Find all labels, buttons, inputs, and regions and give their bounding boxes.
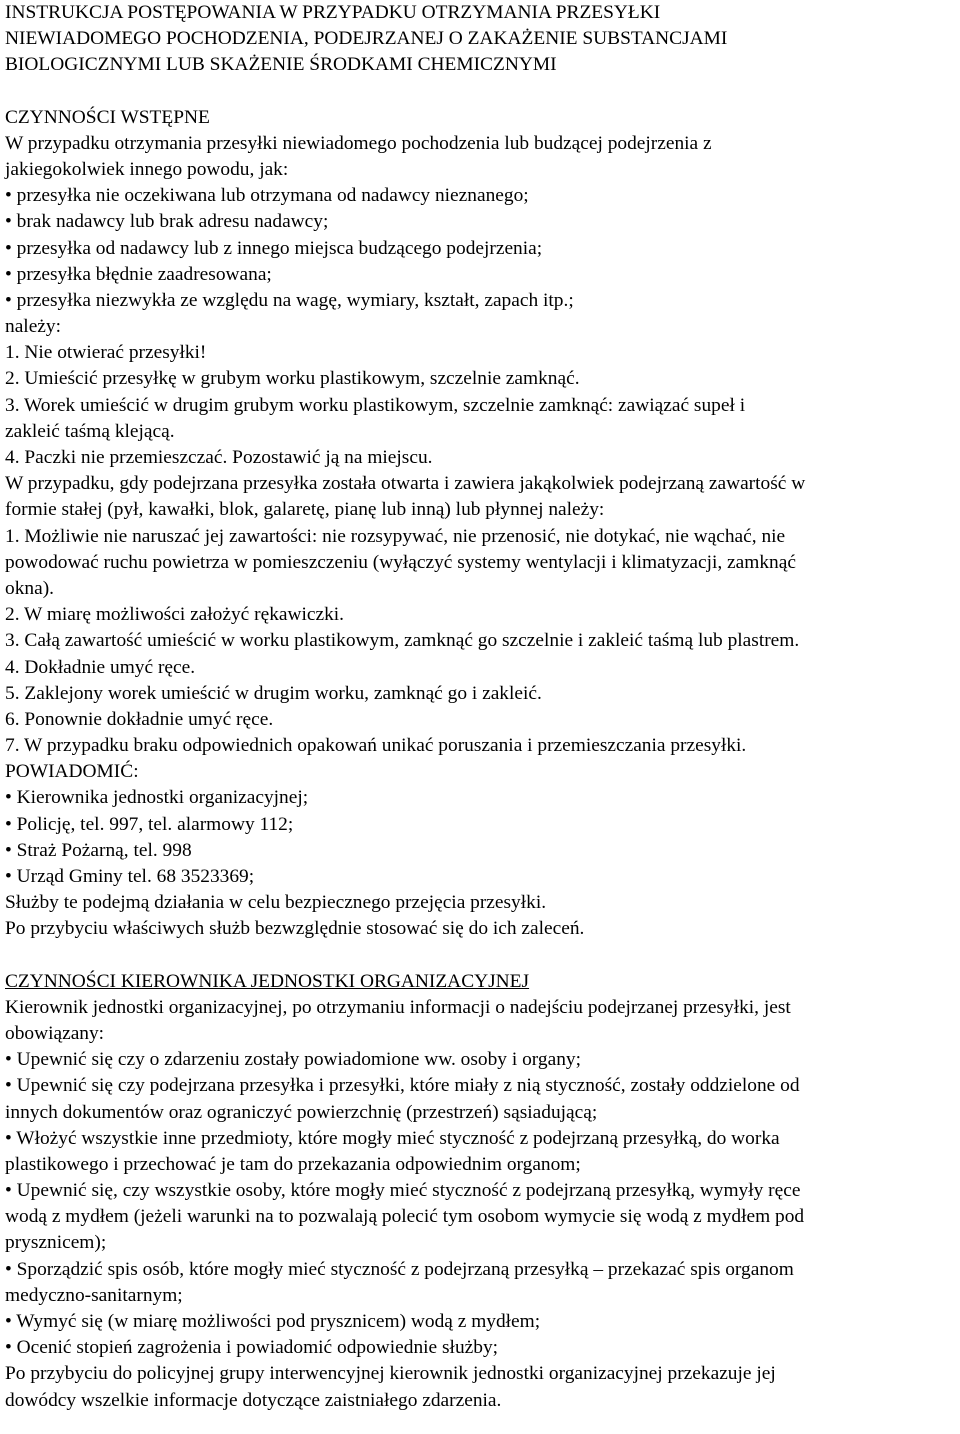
text-line: 1. Nie otwierać przesyłki! xyxy=(5,342,207,364)
spacer xyxy=(5,943,953,969)
text-line: jakiegokolwiek innego powodu, jak: xyxy=(5,158,289,180)
section-manager xyxy=(5,969,953,1414)
text-line: • Sporządzić spis osób, które mogły mieć styczność z podejrzaną przesyłką – przekazać spis organom xyxy=(5,1258,794,1280)
text-line: zakleić taśmą klejącą. xyxy=(5,420,175,442)
text-line: POWIADOMIĆ: xyxy=(5,761,139,783)
text-line: • Upewnić się, czy wszystkie osoby, które mogły mieć styczność z podejrzaną przesyłką, wymyły ręce xyxy=(5,1180,801,1202)
text-line: powodować ruchu powietrza w pomieszczeniu (wyłączyć systemy wentylacji i klimatyzacji, zamknąć xyxy=(5,551,796,573)
text-line: • Kierownika jednostki organizacyjnej; xyxy=(5,787,309,809)
text-line: 6. Ponownie dokładnie umyć ręce. xyxy=(5,708,274,730)
text-line: okna). xyxy=(5,577,54,599)
text-line: • brak nadawcy lub brak adresu nadawcy; xyxy=(5,211,329,233)
text-line: • Ocenić stopień zagrożenia i powiadomić odpowiednie służby; xyxy=(5,1337,499,1359)
text-line: W przypadku, gdy podejrzana przesyłka została otwarta i zawiera jakąkolwiek podejrzaną zawartość w xyxy=(5,473,806,495)
document-title xyxy=(5,0,953,79)
title-line: NIEWIADOMEGO POCHODZENIA, PODEJRZANEJ O ZAKAŻENIE SUBSTANCJAMI xyxy=(5,28,728,50)
text-line: 2. W miarę możliwości założyć rękawiczki. xyxy=(5,604,345,626)
text-line: prysznicem); xyxy=(5,1232,107,1254)
text-line: 3. Całą zawartość umieścić w worku plastikowym, zamknąć go szczelnie i zakleić taśmą lub plastrem. xyxy=(5,630,800,652)
title-line: BIOLOGICZNYMI LUB SKAŻENIE ŚRODKAMI CHEMICZNYMI xyxy=(5,54,557,76)
text-line: 5. Zaklejony worek umieścić w drugim worku, zamknąć go i zakleić. xyxy=(5,682,542,704)
text-line: innych dokumentów oraz ograniczyć powierzchnię (przestrzeń) sąsiadującą; xyxy=(5,1101,598,1123)
text-line: 4. Dokładnie umyć ręce. xyxy=(5,656,196,678)
text-line: • Straż Pożarną, tel. 998 xyxy=(5,839,192,861)
text-line: • Upewnić się czy o zdarzeniu zostały powiadomione ww. osoby i organy; xyxy=(5,1049,581,1071)
text-line: 1. Możliwie nie naruszać jej zawartości: nie rozsypywać, nie przenosić, nie dotykać, nie wąchać, nie xyxy=(5,525,786,547)
text-line: obowiązany: xyxy=(5,1022,105,1044)
text-line: • Upewnić się czy podejrzana przesyłka i przesyłki, które miały z nią styczność, zostały oddzielone od xyxy=(5,1075,800,1097)
text-line: 4. Paczki nie przemieszczać. Pozostawić ją na miejscu. xyxy=(5,447,433,468)
text-line: Służby te podejmą działania w celu bezpiecznego przejęcia przesyłki. xyxy=(5,892,547,914)
text-line: 3. Worek umieścić w drugim grubym worku plastikowym, szczelnie zamknąć: zawiązać supeł i xyxy=(5,394,746,416)
text-line: Kierownik jednostki organizacyjnej, po otrzymaniu informacji o nadejściu podejrzanej przesyłki, jest xyxy=(5,996,791,1018)
text-line: medyczno-sanitarnym; xyxy=(5,1284,183,1306)
text-line: • przesyłka nie oczekiwana lub otrzymana od nadawcy nieznanego; xyxy=(5,185,529,207)
text-line: plastikowego i przechować je tam do przekazania odpowiednim organom; xyxy=(5,1153,581,1175)
text-line: • Wymyć się (w miarę możliwości pod prysznicem) wodą z mydłem; xyxy=(5,1311,541,1332)
section-preliminary xyxy=(5,105,953,943)
text-line: Po przybyciu właściwych służb bezwzględnie stosować się do ich zaleceń. xyxy=(5,918,585,940)
text-line: formie stałej (pył, kawałki, blok, galaretę, pianę lub inną) lub płynnej należy: xyxy=(5,499,605,521)
spacer xyxy=(5,79,953,105)
title-line: INSTRUKCJA POSTĘPOWANIA W PRZYPADKU OTRZYMANIA PRZESYŁKI xyxy=(5,2,661,23)
text-line: • przesyłka niezwykła ze względu na wagę, wymiary, kształt, zapach itp.; xyxy=(5,289,574,311)
text-line: • przesyłka błędnie zaadresowana; xyxy=(5,263,272,285)
section-heading: CZYNNOŚCI KIEROWNIKA JEDNOSTKI ORGANIZACYJNEJ xyxy=(5,970,530,992)
text-line: Po przybyciu do policyjnej grupy interwencyjnej kierownik jednostki organizacyjnej przekazuje jej xyxy=(5,1363,776,1385)
text-line: • przesyłka od nadawcy lub z innego miejsca budzącego podejrzenia; xyxy=(5,237,543,259)
text-line: wodą z mydłem (jeżeli warunki na to pozwalają polecić tym osobom wymycie się wodą z mydłem pod xyxy=(5,1206,805,1228)
section-body xyxy=(5,995,953,1414)
text-line: W przypadku otrzymania przesyłki niewiadomego pochodzenia lub budzącej podejrzenia z xyxy=(5,132,712,154)
text-line: 2. Umieścić przesyłkę w grubym worku plastikowym, szczelnie zamknąć. xyxy=(5,368,580,390)
text-line: • Urząd Gminy tel. 68 3523369; xyxy=(5,866,255,887)
section-body xyxy=(5,131,953,943)
text-line: dowódcy wszelkie informacje dotyczące zaistniałego zdarzenia. xyxy=(5,1389,502,1411)
text-line: 7. W przypadku braku odpowiednich opakowań unikać poruszania i przemieszczania przesyłki. xyxy=(5,735,747,757)
section-heading: CZYNNOŚCI WSTĘPNE xyxy=(5,106,210,128)
text-line: należy: xyxy=(5,316,61,338)
text-line: • Włożyć wszystkie inne przedmioty, które mogły mieć styczność z podejrzaną przesyłką, do worka xyxy=(5,1127,780,1149)
text-line: • Policję, tel. 997, tel. alarmowy 112; xyxy=(5,813,294,835)
